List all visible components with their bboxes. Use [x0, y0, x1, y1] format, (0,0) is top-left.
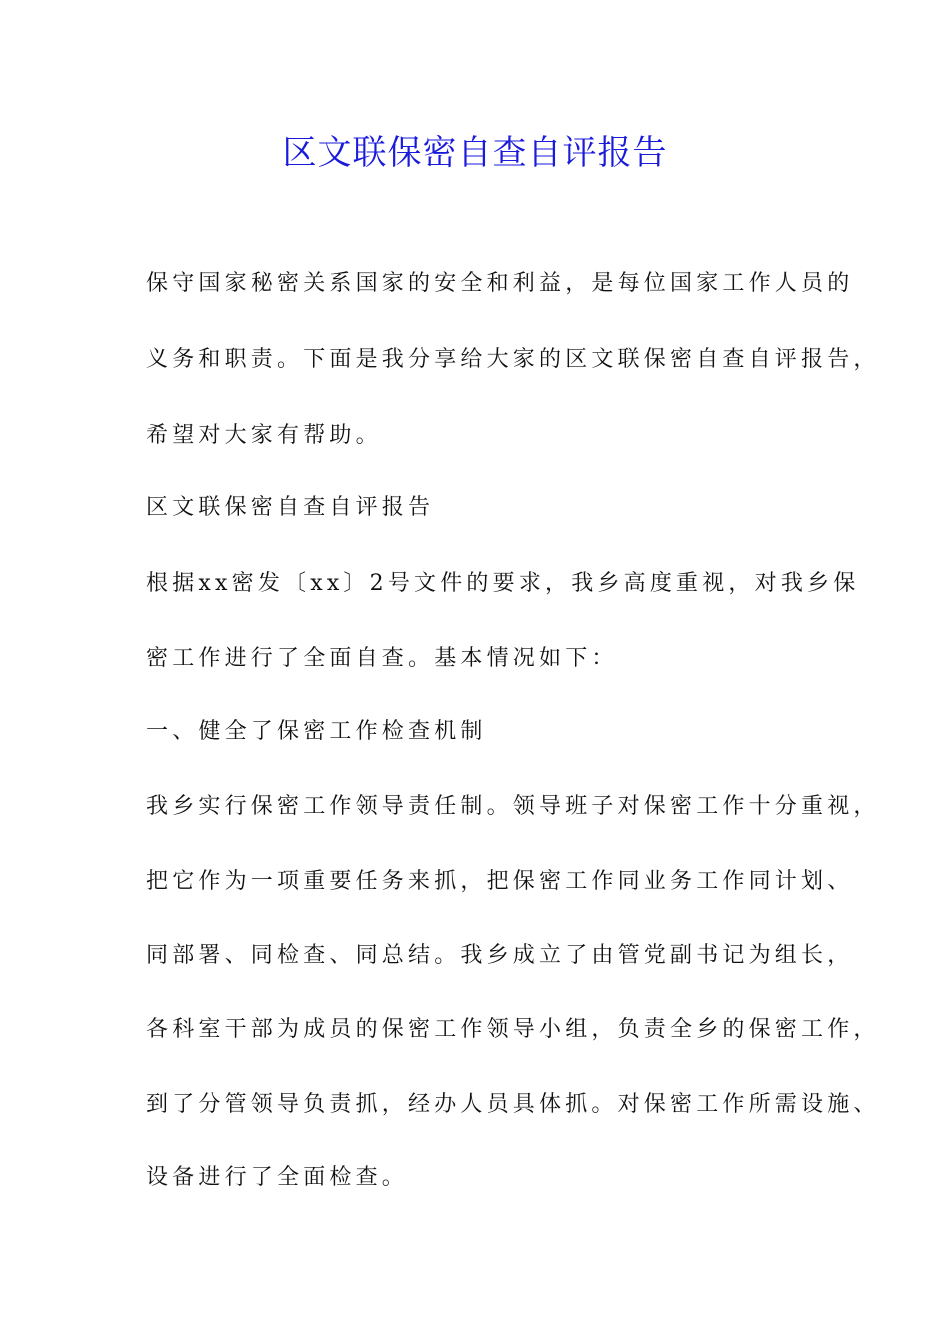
section-heading: 一、健全了保密工作检查机制 [146, 719, 487, 744]
paragraph-line: 我乡实行保密工作领导责任制。领导班子对保密工作十分重视， [146, 794, 880, 819]
section-heading: 区文联保密自查自评报告 [146, 495, 435, 520]
paragraph-line: 义务和职责。下面是我分享给大家的区文联保密自查自评报告， [146, 347, 880, 372]
paragraph-line: 把它作为一项重要任务来抓，把保密工作同业务工作同计划、 [146, 869, 854, 894]
paragraph-line: 设备进行了全面检查。 [146, 1165, 409, 1190]
paragraph-line: 根据xx密发〔xx〕2号文件的要求，我乡高度重视，对我乡保 [146, 571, 860, 596]
paragraph-line: 保守国家秘密关系国家的安全和利益，是每位国家工作人员的 [146, 271, 854, 296]
paragraph-line: 希望对大家有帮助。 [146, 423, 382, 448]
paragraph-line: 同部署、同检查、同总结。我乡成立了由管党副书记为组长， [146, 943, 854, 968]
paragraph-line: 各科室干部为成员的保密工作领导小组，负责全乡的保密工作， [146, 1017, 880, 1042]
paragraph-line: 密工作进行了全面自查。基本情况如下： [146, 646, 618, 671]
document-title: 区文联保密自查自评报告 [282, 133, 668, 173]
paragraph-line: 到了分管领导负责抓，经办人员具体抓。对保密工作所需设施、 [146, 1092, 880, 1117]
